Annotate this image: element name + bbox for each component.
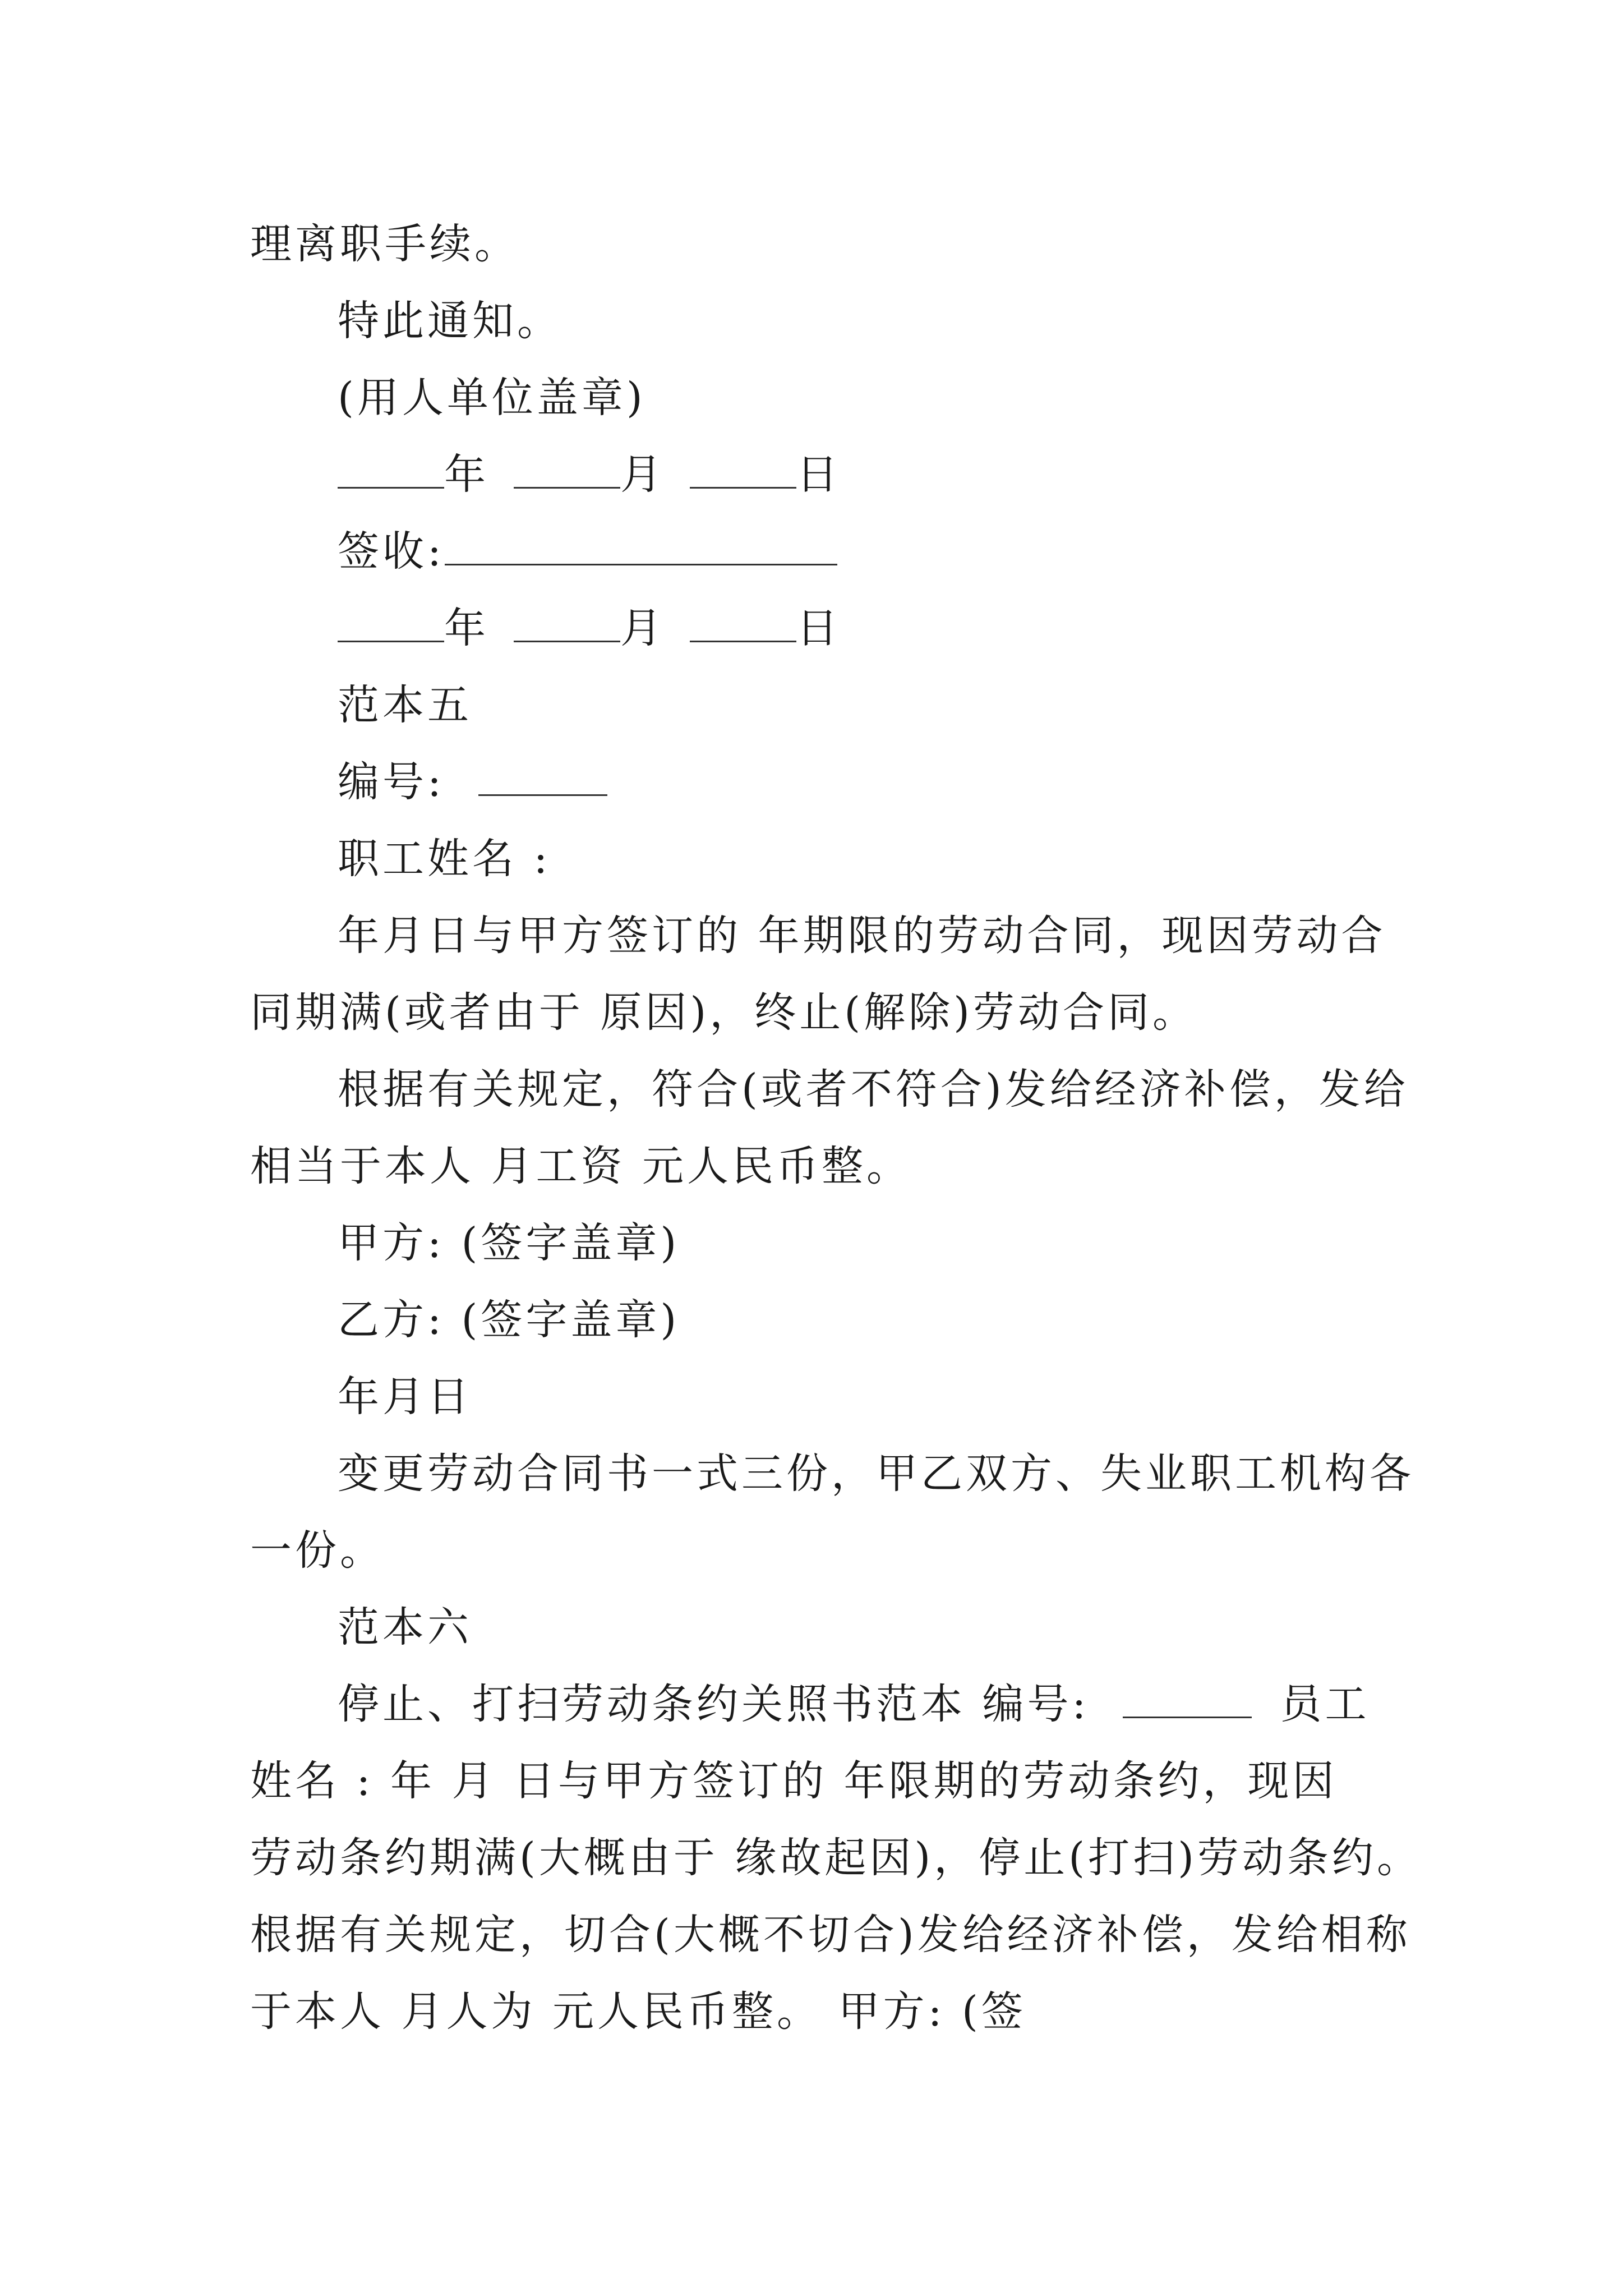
- paragraph-text: 特此通知。: [338, 297, 562, 345]
- text-line: [0, 1907, 1623, 1963]
- number-blank: [478, 757, 607, 796]
- month-label: 月: [620, 604, 665, 652]
- paragraph-text: 劳动条约期满(大概由于 缘故起因)，停止(打扫)劳动条约。: [250, 1834, 1422, 1882]
- number-line: [0, 754, 1623, 810]
- text-line: [0, 1830, 1623, 1886]
- section-title: 范本六: [338, 1603, 472, 1651]
- section-heading: [0, 1599, 1623, 1655]
- text-line: [0, 1292, 1623, 1348]
- text-line: [0, 984, 1623, 1041]
- text-line: [0, 216, 1623, 272]
- stamp-placeholder-text: (用人单位盖章): [338, 374, 646, 422]
- text-line: [0, 1138, 1623, 1194]
- paragraph-text: 员工: [1280, 1680, 1370, 1728]
- party-a-signature-text: 甲方: (签字盖章): [338, 1219, 680, 1267]
- paragraph-text: 职工姓名 :: [338, 835, 551, 883]
- paragraph-text: 根据有关规定，符合(或者不符合)发给经济补偿，发给: [338, 1065, 1409, 1114]
- day-blank: [690, 450, 796, 489]
- text-line: [0, 1676, 1623, 1732]
- year-label: 年: [444, 450, 489, 499]
- paragraph-text: 姓名 : 年 月 日与甲方签订的 年限期的劳动条约，现因: [250, 1757, 1338, 1805]
- year-label: 年: [444, 604, 489, 652]
- paragraph-text: 理离职手续。: [250, 220, 519, 268]
- paragraph-text: 根据有关规定，切合(大概不切合)发给经济补偿，发给相称: [250, 1911, 1411, 1959]
- section-title: 范本五: [338, 681, 472, 729]
- text-line: [0, 1446, 1623, 1502]
- paragraph-text: 停止、打扫劳动条约关照书范本 编号:: [338, 1680, 1090, 1728]
- text-line: [0, 831, 1623, 887]
- signature-line: [0, 523, 1623, 579]
- number-blank: [1123, 1680, 1252, 1718]
- date-line: [0, 447, 1623, 503]
- month-blank: [514, 604, 620, 642]
- paragraph-text: 年月日与甲方签订的 年期限的劳动合同，现因劳动合: [338, 912, 1386, 960]
- year-blank: [338, 604, 444, 642]
- paragraph-text: 于本人 月人为 元人民币整。 甲方: (签: [250, 1987, 1026, 2036]
- year-blank: [338, 450, 444, 489]
- paragraph-text: 相当于本人 月工资 元人民币整。: [250, 1142, 912, 1190]
- text-line: [0, 908, 1623, 964]
- day-blank: [690, 604, 796, 642]
- signature-blank: [445, 527, 837, 565]
- text-line: [0, 1061, 1623, 1117]
- section-heading: [0, 677, 1623, 733]
- party-b-signature-text: 乙方: (签字盖章): [338, 1296, 680, 1344]
- text-line: [0, 1753, 1623, 1809]
- paragraph-text: 变更劳动合同书一式三份，甲乙双方、失业职工机构各: [338, 1450, 1414, 1498]
- text-line: [0, 1369, 1623, 1425]
- paragraph-text: 一份。: [250, 1526, 385, 1575]
- text-line: [0, 370, 1623, 426]
- day-label: 日: [796, 450, 841, 499]
- text-line: [0, 293, 1623, 349]
- day-label: 日: [796, 604, 841, 652]
- month-blank: [514, 450, 620, 489]
- text-line: [0, 1522, 1623, 1579]
- paragraph-text: 同期满(或者由于 原因)，终止(解除)劳动合同。: [250, 988, 1198, 1037]
- signature-label: 签收:: [338, 527, 445, 576]
- text-line: [0, 1215, 1623, 1271]
- number-label: 编号:: [338, 758, 445, 806]
- date-text: 年月日: [338, 1373, 472, 1421]
- date-line: [0, 600, 1623, 656]
- month-label: 月: [620, 450, 665, 499]
- text-line: [0, 1984, 1623, 2040]
